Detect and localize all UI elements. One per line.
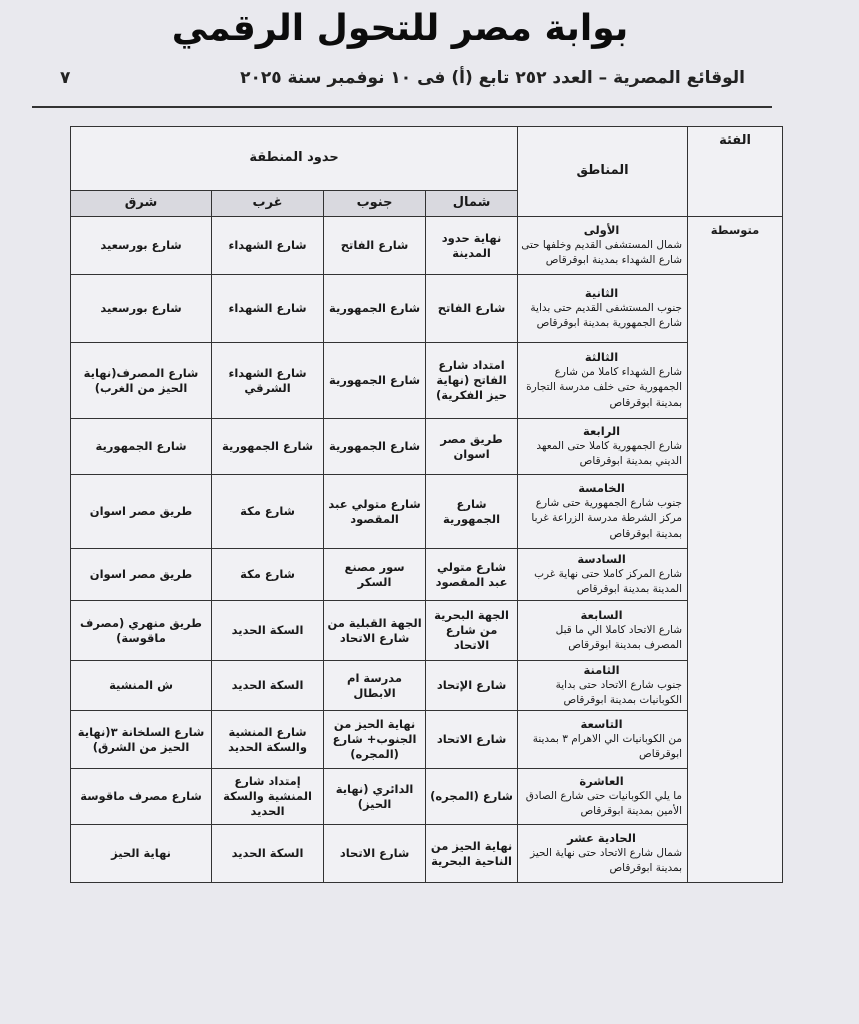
region-description: ما يلي الكوبانيات حتى شارع الصادق الأمين بمدينة ابوقرقاص xyxy=(525,790,683,818)
header-south: جنوب xyxy=(324,191,426,217)
boundary-east: نهاية الحيز xyxy=(71,825,212,883)
gazette-title: الوقائع المصرية – العدد ٢٥٢ تابع (أ) فى ١٠ نوفمبر سنة ٢٠٢٥ xyxy=(240,68,745,88)
region-cell xyxy=(518,419,688,475)
boundary-north: طريق مصر اسوان xyxy=(426,419,518,475)
region-name: الثانية xyxy=(584,285,619,300)
boundary-south: شارع الجمهورية xyxy=(324,275,426,343)
region-name: السابعة xyxy=(580,607,623,622)
boundary-north: الجهة البحرية من شارع الاتحاد xyxy=(426,601,518,661)
boundary-south: الدائري (نهاية الحيز) xyxy=(324,769,426,825)
header-boundaries: حدود المنطقة xyxy=(71,127,518,191)
region-description: شمال المستشفى القديم وخلفها حتى شارع الشهداء بمدينة ابوقرقاص xyxy=(521,238,683,266)
header-east: شرق xyxy=(71,191,212,217)
gazette-header xyxy=(60,68,745,88)
boundary-north: شارع متولي عبد المقصود xyxy=(426,549,518,601)
boundary-west: شارع الشهداء الشرقي xyxy=(212,343,324,419)
boundary-west: السكة الحديد xyxy=(212,661,324,711)
region-description: من الكوبانيات الي الاهرام ٣ بمدينة ابوقرقاص xyxy=(532,733,683,761)
region-description: شارع الشهداء كاملا من شارع الجمهورية حتى خلف مدرسة التجارة بمدينة ابوقرقاص xyxy=(526,366,683,409)
boundary-south: الجهة القبلية من شارع الاتحاد xyxy=(324,601,426,661)
region-description: جنوب المستشفى القديم حتى بداية شارع الجمهورية بمدينة ابوقرقاص xyxy=(530,301,683,329)
boundary-west: إمتداد شارع المنشية والسكة الحديد xyxy=(212,769,324,825)
boundary-east: شارع مصرف ماقوسة xyxy=(71,769,212,825)
table-row xyxy=(71,825,783,883)
region-cell xyxy=(518,711,688,769)
region-description: جنوب شارع الاتحاد حتى بداية الكوبانيات بمدينة ابوقرقاص xyxy=(555,678,683,707)
boundary-east: طريق مصر اسوان xyxy=(71,549,212,601)
boundary-west: السكة الحديد xyxy=(212,825,324,883)
header-north: شمال xyxy=(426,191,518,217)
table-body xyxy=(71,217,783,883)
boundary-north: شارع الاتحاد xyxy=(426,711,518,769)
boundary-west: شارع المنشية والسكة الحديد xyxy=(212,711,324,769)
table-row xyxy=(71,661,783,711)
boundary-west: شارع الجمهورية xyxy=(212,419,324,475)
boundary-west: شارع الشهداء xyxy=(212,275,324,343)
boundary-west: شارع مكة xyxy=(212,549,324,601)
region-cell xyxy=(518,549,688,601)
table-row xyxy=(71,711,783,769)
header-divider xyxy=(32,106,772,108)
region-description: شمال شارع الاتحاد حتى نهاية الحيز بمدينة ابوقرقاص xyxy=(530,847,683,875)
boundary-north: شارع الإتحاد xyxy=(426,661,518,711)
table-row xyxy=(71,601,783,661)
region-cell xyxy=(518,475,688,549)
region-cell xyxy=(518,661,688,711)
boundary-south: نهاية الحيز من الجنوب+ شارع (المجره) xyxy=(324,711,426,769)
boundary-south: شارع الجمهورية xyxy=(324,343,426,419)
boundary-east: شارع الجمهورية xyxy=(71,419,212,475)
boundary-north: شارع (المجره) xyxy=(426,769,518,825)
table-row xyxy=(71,217,783,275)
boundary-south: سور مصنع السكر xyxy=(324,549,426,601)
boundary-east: شارع المصرف(نهاية الحيز من الغرب) xyxy=(71,343,212,419)
region-name: الرابعة xyxy=(582,423,621,438)
region-name: التاسعة xyxy=(580,717,623,732)
region-cell xyxy=(518,275,688,343)
region-name: الحادية عشر xyxy=(567,831,636,846)
table-row xyxy=(71,549,783,601)
header-category: الفئة xyxy=(688,127,783,217)
region-name: الثامنة xyxy=(583,663,620,677)
header-regions: المناطق xyxy=(518,127,688,217)
portal-banner: بوابة مصر للتحول الرقمي xyxy=(171,8,629,49)
boundary-east: شارع بورسعيد xyxy=(71,217,212,275)
table-row xyxy=(71,275,783,343)
region-cell xyxy=(518,217,688,275)
boundary-south: شارع الفاتح xyxy=(324,217,426,275)
boundary-east: طريق منهري (مصرف ماقوسة) xyxy=(71,601,212,661)
region-name: الثالثة xyxy=(584,350,619,365)
region-name: الأولى xyxy=(583,222,620,237)
region-name: السادسة xyxy=(577,551,626,566)
boundary-north: شارع الجمهورية xyxy=(426,475,518,549)
boundary-north: نهاية حدود المدينة xyxy=(426,217,518,275)
table-row xyxy=(71,419,783,475)
region-description: جنوب شارع الجمهورية حتى شارع مركز الشرطة مدرسة الزراعة غربا بمدينة ابوقرقاص xyxy=(531,497,683,540)
table-row xyxy=(71,769,783,825)
boundary-south: شارع الجمهورية xyxy=(324,419,426,475)
zones-table xyxy=(70,126,783,883)
region-name: العاشرة xyxy=(579,774,624,789)
boundary-east: ش المنشية xyxy=(71,661,212,711)
boundary-south: مدرسة ام الابطال xyxy=(324,661,426,711)
page-number: ٧ xyxy=(60,68,71,88)
region-description: شارع المركز كاملا حتى نهاية غرب المدينة بمدينة ابوقرقاص xyxy=(534,567,683,595)
boundary-north: نهاية الحيز من الناحية البحرية xyxy=(426,825,518,883)
region-cell xyxy=(518,601,688,661)
header-west: غرب xyxy=(212,191,324,217)
boundary-west: السكة الحديد xyxy=(212,601,324,661)
table-row xyxy=(71,475,783,549)
region-description: شارع الجمهورية كاملا حتى المعهد الديني بمدينة ابوقرقاص xyxy=(536,439,683,467)
boundary-east: طريق مصر اسوان xyxy=(71,475,212,549)
boundary-west: شارع مكة xyxy=(212,475,324,549)
boundary-north: امتداد شارع الفاتح (نهاية حيز الفكرية) xyxy=(426,343,518,419)
table-row xyxy=(71,343,783,419)
boundary-east: شارع بورسعيد xyxy=(71,275,212,343)
boundary-north: شارع الفاتح xyxy=(426,275,518,343)
boundary-east: شارع السلخانة ٣(نهاية الحيز من الشرق) xyxy=(71,711,212,769)
category-cell: متوسطة xyxy=(688,217,783,883)
region-name: الخامسة xyxy=(578,481,625,496)
region-cell xyxy=(518,343,688,419)
boundary-south: شارع الاتحاد xyxy=(324,825,426,883)
region-cell xyxy=(518,769,688,825)
region-cell xyxy=(518,825,688,883)
boundary-south: شارع متولي عبد المقصود xyxy=(324,475,426,549)
boundary-west: شارع الشهداء xyxy=(212,217,324,275)
region-description: شارع الاتحاد كاملا الي ما قبل المصرف بمدينة ابوقرقاص xyxy=(555,623,683,651)
